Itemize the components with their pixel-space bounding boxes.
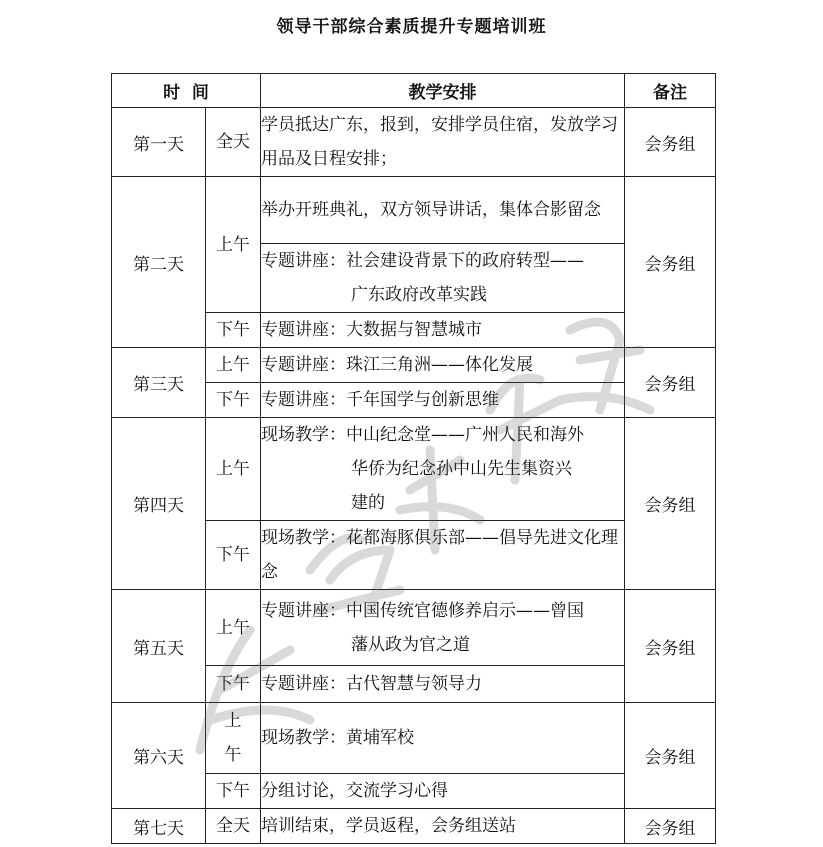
day-label: 第四天 xyxy=(112,418,206,590)
day-label: 第五天 xyxy=(112,590,206,703)
activity: 培训结束，学员返程，会务组送站 xyxy=(261,809,625,844)
activity: 现场教学：花都海豚俱乐部——倡导先进文化理念 xyxy=(261,521,625,590)
activity: 分组讨论，交流学习心得 xyxy=(261,774,625,809)
activity-line: 广东政府改革实践 xyxy=(351,285,487,305)
period-label: 下午 xyxy=(206,313,261,348)
period-label: 上午 xyxy=(206,177,261,313)
period-label: 下午 xyxy=(206,774,261,809)
activity-prefix: 专题讲座： xyxy=(261,251,346,271)
period-label: 上午 xyxy=(206,418,261,521)
activity-prefix: 专题讲座： xyxy=(261,600,346,621)
activity-line: 中国传统官德修养启示——曾国 xyxy=(346,600,584,621)
day-label: 第一天 xyxy=(112,108,206,177)
header-arrangement: 教学安排 xyxy=(261,74,625,108)
period-label: 全天 xyxy=(206,809,261,844)
table-row xyxy=(112,177,716,244)
activity-line: 藩从政为官之道 xyxy=(351,634,470,655)
day-label: 第七天 xyxy=(112,809,206,844)
period-label: 上午 xyxy=(206,348,261,383)
activity: 专题讲座：古代智慧与领导力 xyxy=(261,666,625,703)
period-label: 上午 xyxy=(206,590,261,666)
table-row xyxy=(112,108,716,177)
activity: 专题讲座：大数据与智慧城市 xyxy=(261,313,625,348)
period-label: 下午 xyxy=(206,383,261,418)
activity-line: 华侨为纪念孙中山先生集资兴 xyxy=(351,459,572,479)
remark: 会务组 xyxy=(625,809,716,844)
remark: 会务组 xyxy=(625,348,716,418)
activity: 举办开班典礼，双方领导讲话，集体合影留念 xyxy=(261,177,625,244)
period-label: 下午 xyxy=(206,666,261,703)
period-label: 下午 xyxy=(206,521,261,590)
activity-line: 社会建设背景下的政府转型—— xyxy=(346,251,584,271)
header-time: 时 间 xyxy=(112,74,261,108)
activity: 专题讲座：珠江三角洲——体化发展 xyxy=(261,348,625,383)
period-label: 上午 xyxy=(206,703,261,774)
day-label: 第三天 xyxy=(112,348,206,418)
remark: 会务组 xyxy=(625,177,716,348)
table-row xyxy=(112,809,716,844)
activity-line: 中山纪念堂——广州人民和海外 xyxy=(346,425,584,445)
activity: 专题讲座：千年国学与创新思维 xyxy=(261,383,625,418)
activity xyxy=(261,590,625,666)
activity-line: 建的 xyxy=(351,493,385,513)
activity xyxy=(261,244,625,313)
activity xyxy=(261,418,625,521)
table-row xyxy=(112,590,716,666)
remark: 会务组 xyxy=(625,590,716,703)
schedule-table xyxy=(111,73,716,844)
page-title: 领导干部综合素质提升专题培训班 xyxy=(276,17,547,37)
table-row xyxy=(112,703,716,774)
table-row xyxy=(112,348,716,383)
header-remark: 备注 xyxy=(625,74,716,108)
remark: 会务组 xyxy=(625,703,716,809)
remark: 会务组 xyxy=(625,418,716,590)
remark: 会务组 xyxy=(625,108,716,177)
day-label: 第二天 xyxy=(112,177,206,348)
day-label: 第六天 xyxy=(112,703,206,809)
table-row xyxy=(112,418,716,521)
activity-prefix: 现场教学： xyxy=(261,425,346,445)
period-label: 全天 xyxy=(206,108,261,177)
activity: 学员抵达广东，报到，安排学员住宿，发放学习用品及日程安排； xyxy=(261,108,625,177)
header-row xyxy=(112,74,716,108)
activity: 现场教学：黄埔军校 xyxy=(261,703,625,774)
